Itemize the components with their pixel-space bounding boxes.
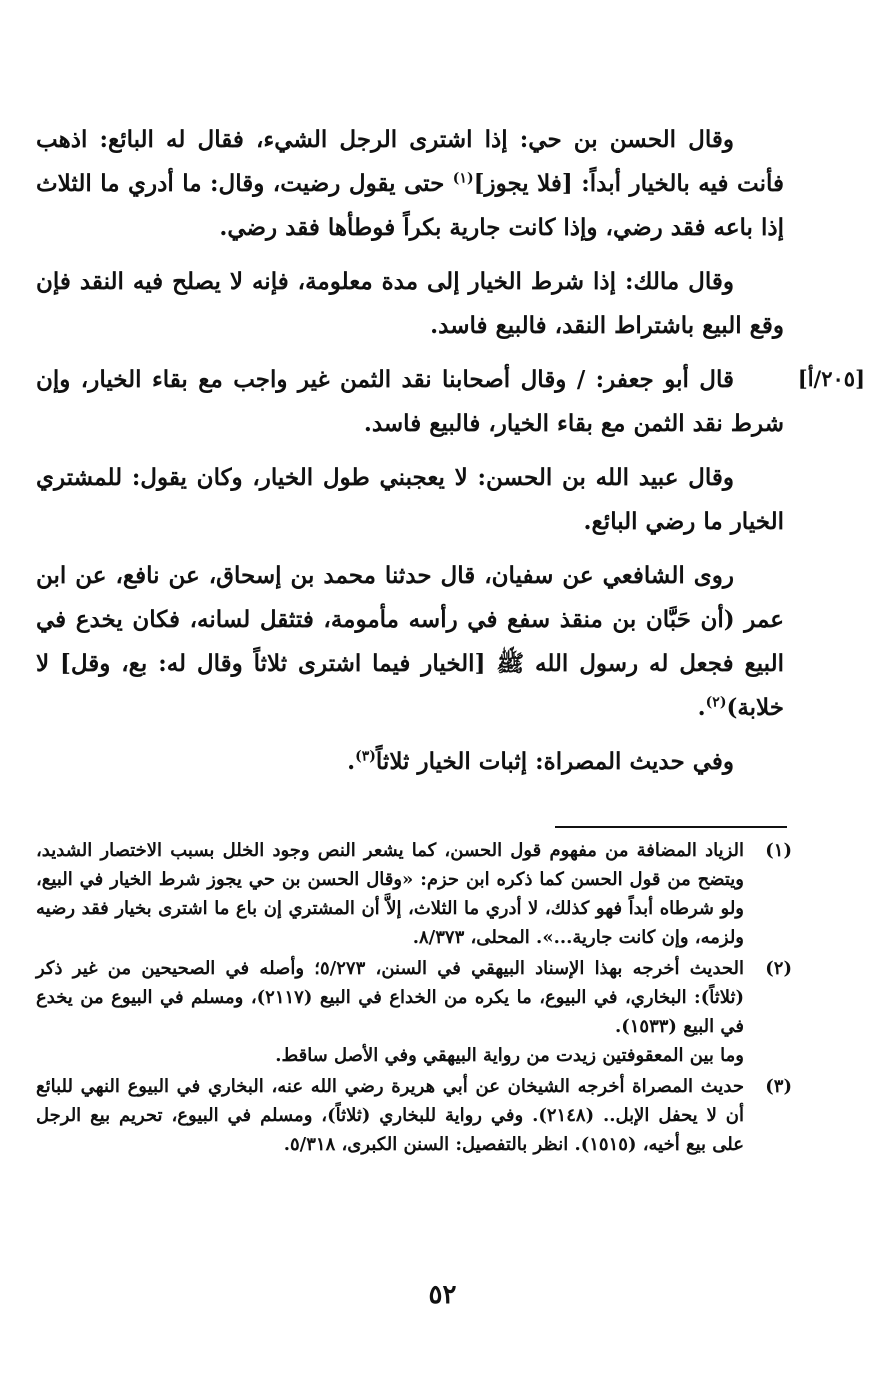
- footnote-ref: (٢): [705, 694, 727, 711]
- footnote-text: وما بين المعقوفتين زيدت من رواية البيهقي وفي الأصل ساقط.: [275, 1045, 744, 1066]
- footnote-text: الزياد المضافة من مفهوم قول الحسن، كما يشعر النص وجود الخلل بسبب الاختصار الشديد، ويتضح من قول الحسن كما ذكره ابن حزم: «وقال الحسن بن حي يجوز شرط الخيار في البيع، ولو شرطاه أبداً فهو كذلك، لا أدري ما الثلاث، إلاَّ أن المشتري إن باع ما اشترى بخيار فقد رضيه ولزمه، وإن كانت جارية...». المحلى، ٨/٣٧٣.: [36, 840, 744, 948]
- margin-folio-marker: [٢٠٥/أ]: [797, 366, 865, 391]
- paragraph: روى الشافعي عن سفيان، قال حدثنا محمد بن إسحاق، عن نافع، عن ابن عمر (أن حَبَّان بن منقذ سفع في رأسه مأمومة، فتثقل لسانه، فكان يخدع في البيع فجعل له رسول الله ﷺ [الخيار فيما اشترى ثلاثاً وقال له: بع، وقل] لا خلابة)$^{(٢)}$.: [36, 562, 784, 721]
- footnote-separator: [555, 826, 787, 828]
- footnote-ref: (٣): [355, 748, 376, 765]
- paragraph: قال أبو جعفر: / وقال أصحابنا نقد الثمن غير واجب مع بقاء الخيار، وإن شرط نقد الثمن مع بقاء الخيار، فالبيع فاسد.: [36, 366, 784, 437]
- footnote-number: (١): [765, 840, 792, 861]
- paragraph: وقال الحسن بن حي: إذا اشترى الرجل الشيء، فقال له البائع: اذهب فأنت فيه بالخيار أبداً: [فلا يجوز]$^{(١)}$ حتى يقول رضيت، وقال: ما أدري ما الثلاث إذا باعه فقد رضي، وإذا كانت جارية بكراً فوطأها فقد رضي.: [36, 126, 785, 241]
- footnote: [36, 836, 792, 952]
- footnote-ref: (١): [452, 170, 474, 187]
- footnote: [36, 1072, 792, 1159]
- footnote-text: حديث المصراة أخرجه الشيخان عن أبي هريرة رضي الله عنه، البخاري في البيوع النهي للبائع أن لا يحفل الإبل.. (٢١٤٨). وفي رواية للبخاري (ثلاثاً)، ومسلم في البيوع، تحريم بيع الرجل على بيع أخيه، (١٥١٥). انظر بالتفصيل: السنن الكبرى، ٥/٣١٨.: [36, 1076, 744, 1155]
- main-text: [36, 118, 784, 784]
- footnote-number: (٢): [765, 958, 792, 979]
- paragraph: وفي حديث المصراة: إثبات الخيار ثلاثاً$^{(٣)}$.: [347, 748, 734, 775]
- page-number: ٥٢: [428, 1280, 457, 1310]
- footnotes: [36, 836, 792, 1161]
- footnote-text: الحديث أخرجه بهذا الإسناد البيهقي في السنن، ٥/٢٧٣؛ وأصله في الصحيحين من غير ذكر (ثلاثاً): البخاري، في البيوع، ما يكره من الخداع في البيع (٢١١٧)، ومسلم في البيوع من يخدع في البيع (١٥٣٣).: [36, 958, 744, 1037]
- footnote-number: (٣): [765, 1076, 792, 1097]
- footnote: [36, 954, 792, 1070]
- paragraph: وقال عبيد الله بن الحسن: لا يعجبني طول الخيار، وكان يقول: للمشتري الخيار ما رضي البائع.: [36, 464, 784, 535]
- paragraph: وقال مالك: إذا شرط الخيار إلى مدة معلومة، فإنه لا يصلح فيه النقد فإن وقع البيع باشتراط النقد، فالبيع فاسد.: [36, 268, 784, 339]
